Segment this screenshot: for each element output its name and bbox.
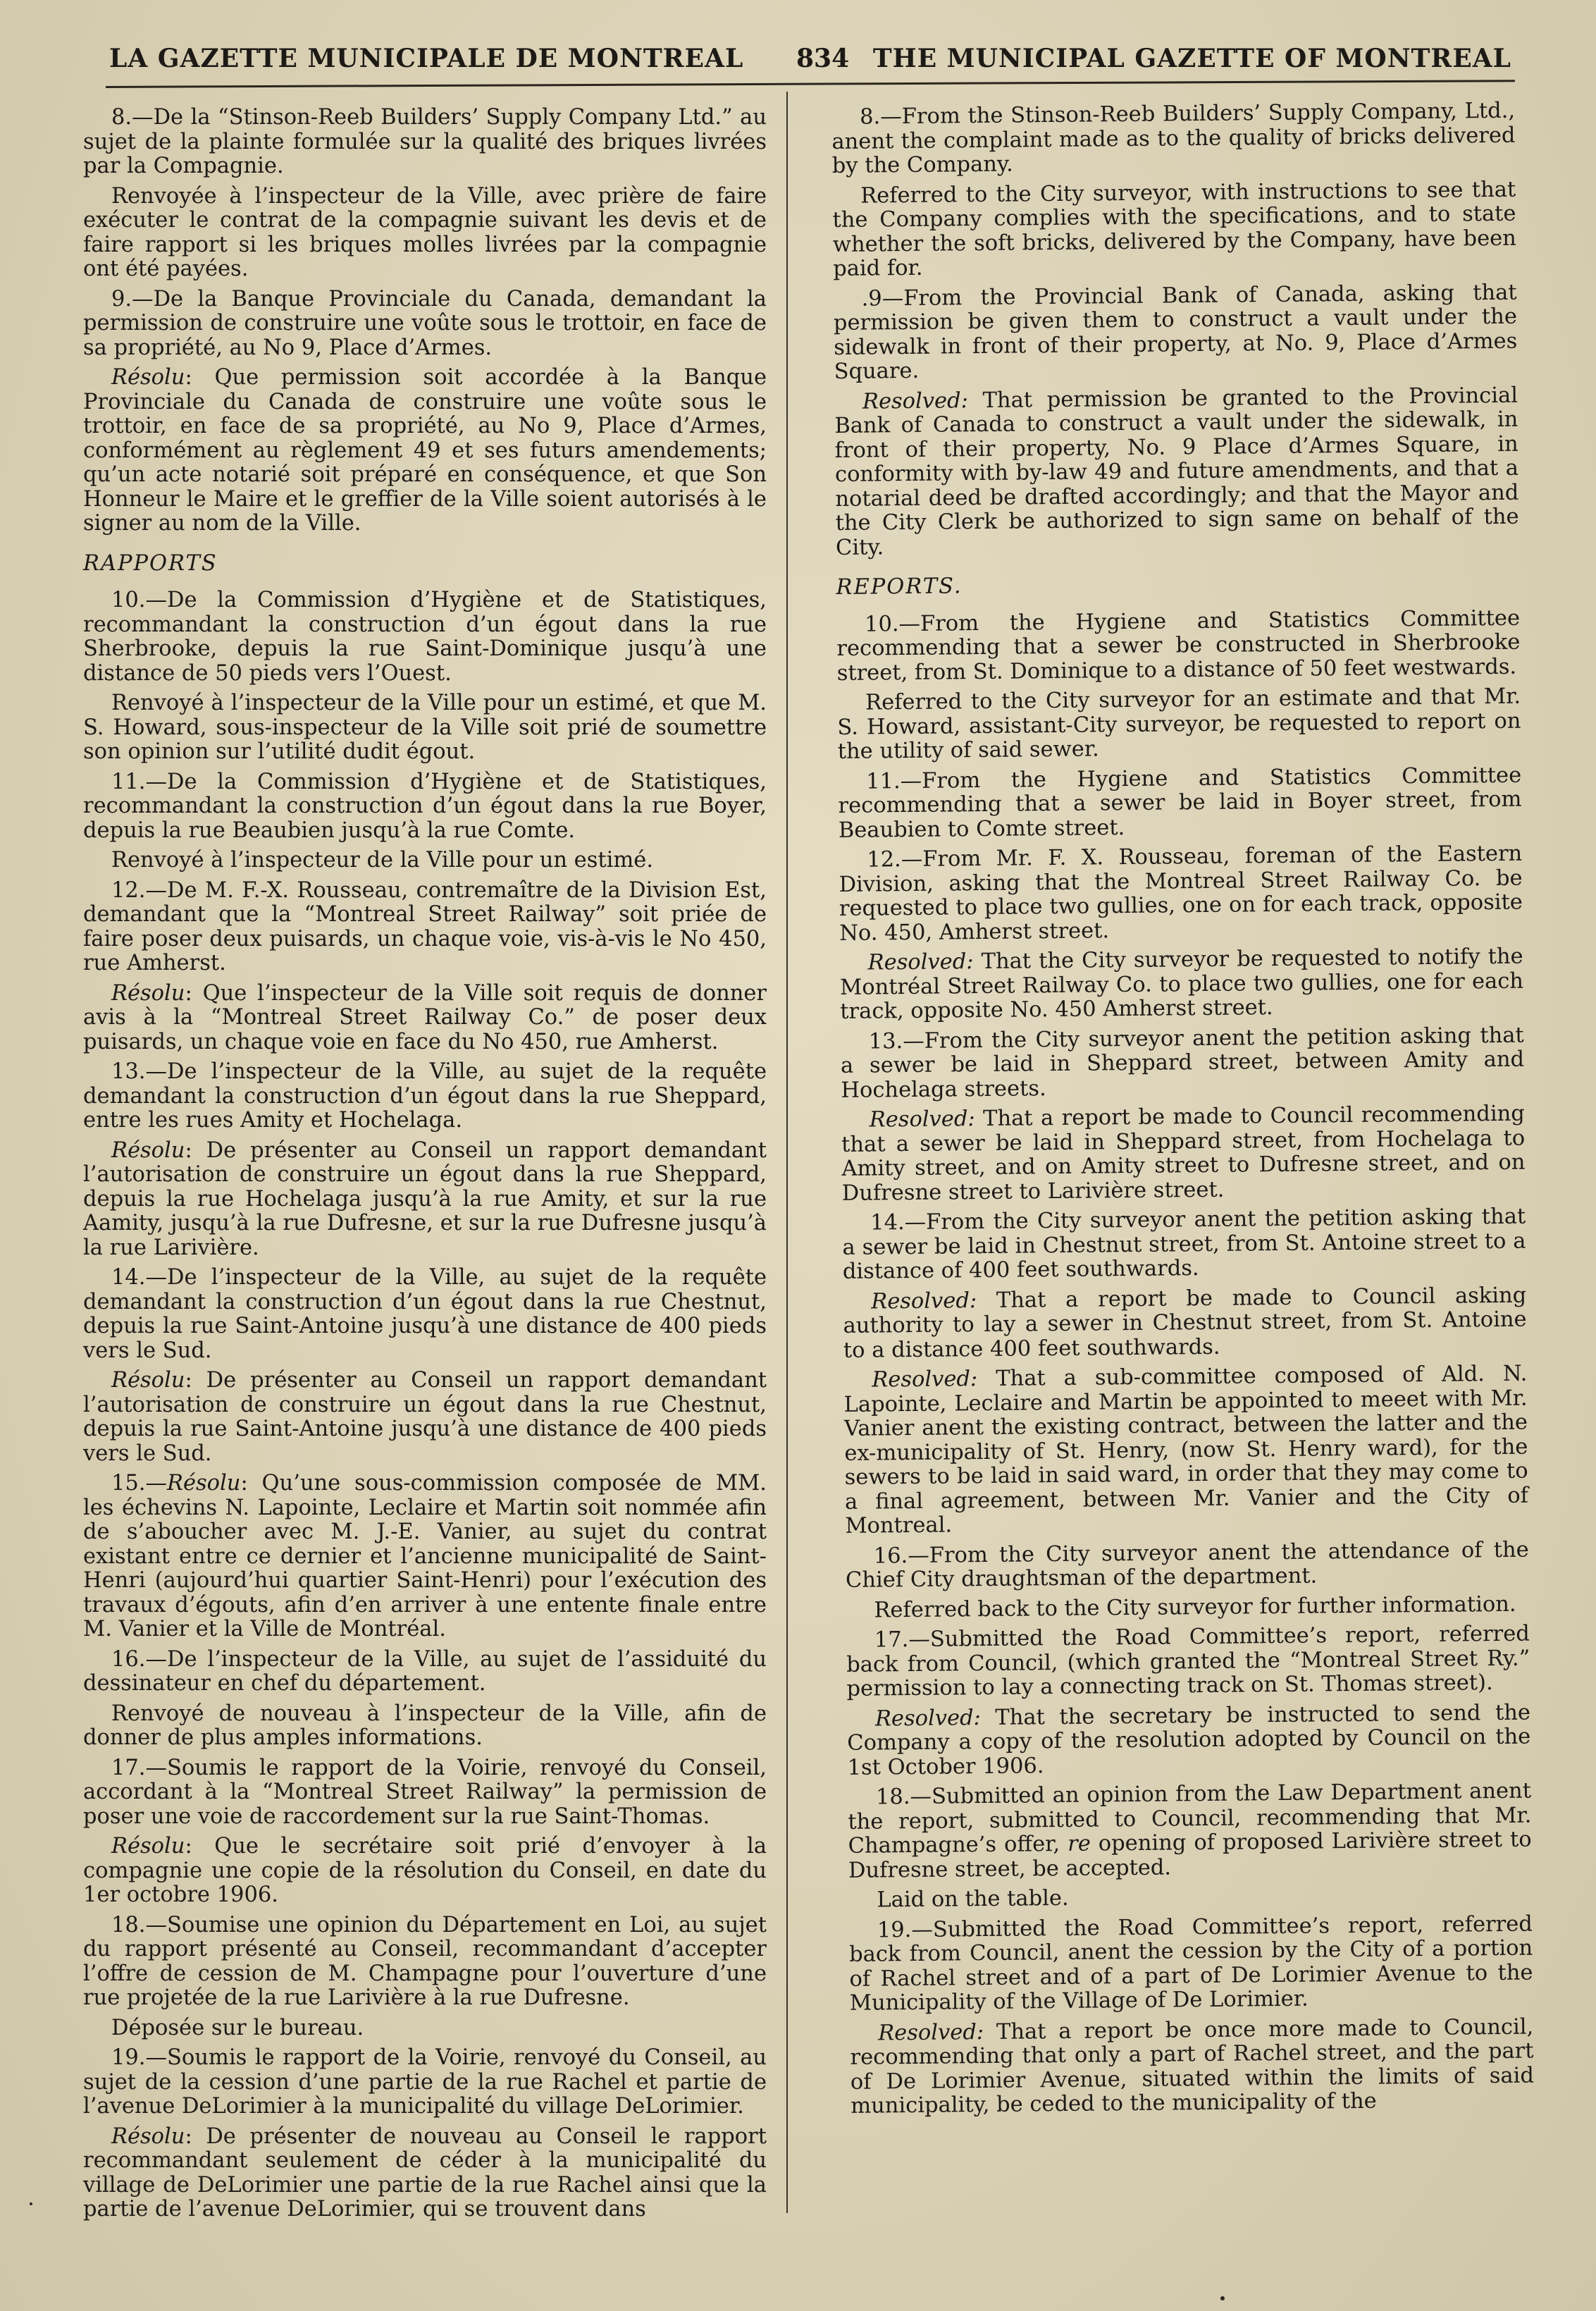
header-rule — [106, 80, 1515, 88]
resolution-label: Résolu — [111, 1834, 185, 1859]
en-item-12-resolution — [840, 945, 1524, 1025]
fr-item-12-resolution — [83, 982, 767, 1055]
fr-item-19: 19.—Soumis le rapport de la Voirie, renvoyé du Conseil, au sujet de la cession d’une partie de la rue Rachel et partie de l’avenue DeLorimier à la municipalité du village DeLorimier. — [83, 2045, 767, 2119]
en-item-13-resolution — [841, 1102, 1526, 1206]
resolution-label: Resolved: — [871, 1288, 977, 1314]
resolution-text: : De présenter de nouveau au Conseil le rapport recommandant seulement de céder à la municipalité du village de DeLorimier une partie de la rue Rachel ainsi que la partie de l’avenue DeLorimier, qui se trouvent dans — [83, 2124, 767, 2221]
resolution-label: Resolved: — [878, 2019, 984, 2045]
ink-speck — [30, 2202, 32, 2205]
resolution-text: That the secretary be instructed to send the Company a copy of the resolution adopted by Council on the 1st October 1906. — [847, 1700, 1531, 1780]
fr-item-19-resolution — [83, 2125, 767, 2222]
resolution-label: Résolu — [167, 1471, 241, 1496]
en-item-16: 16.—From the City surveyor anent the attendance of the Chief City draughtsman of the department. — [845, 1537, 1529, 1593]
fr-section-rapports: RAPPORTS — [83, 550, 218, 576]
resolution-label: Resolved: — [869, 1107, 975, 1133]
item-number: 15.— — [111, 1471, 168, 1496]
page-number: 834 — [796, 44, 850, 73]
en-item-15-resolution — [843, 1362, 1528, 1539]
resolution-text: : Que permission soit accordée à la Banque Provinciale du Canada de construire une voûte sous le trottoir, en face de sa propriété, au No 9, Place d’Armes, conformément au règlement 49 et ses futurs amendements; qu’un acte notarié soit préparé en conséquence, et que Son Honneur le Maire et le greffier de la Ville soient autorisés à le signer au nom de la Ville. — [83, 365, 767, 536]
en-item-17: 17.—Submitted the Road Committee’s report, referred back from Council, (which granted the “Montreal Street Ry.” permission to lay a connecting track on St. Thomas street). — [846, 1621, 1530, 1701]
resolution-text: That the City surveyor be requested to notify the Montréal Street Railway Co. to place two gullies, one for each track, opposite No. 450 Amherst street. — [839, 944, 1524, 1024]
resolution-label: Resolved: — [867, 949, 974, 975]
french-title: LA GAZETTE MUNICIPALE DE MONTREAL — [109, 44, 744, 73]
fr-item-17: 17.—Soumis le rapport de la Voirie, renvoyé du Conseil, accordant à la “Montreal Street Railway” la permission de poser une voie de raccordement sur la rue Saint-Thomas. — [83, 1755, 767, 1829]
en-item-10: 10.—From the Hygiene and Statistics Committee recommending that a sewer be constructed in Sherbrooke street, from St. Dominique to a distance of 50 feet westwards. — [836, 605, 1521, 686]
en-item-8-referral: Referred to the City surveyor, with instructions to see that the Company complies with the specifications, and to state whether the soft bricks, delivered by the Company, have been paid for. — [832, 177, 1517, 281]
en-section-reports: REPORTS. — [836, 574, 963, 600]
fr-item-13-resolution — [83, 1139, 767, 1261]
fr-item-13: 13.—De l’inspecteur de la Ville, au sujet de la requête demandant la construction d’un égout dans la rue Sheppard, entre les rues Amity et Hochelaga. — [83, 1059, 767, 1133]
resolution-text: : Que l’inspecteur de la Ville soit requis de donner avis à la “Montreal Street Railway Co.” de poser deux puisards, un chaque voie en face du No 450, rue Amherst. — [83, 980, 767, 1054]
resolution-text: That a report be made to Council recommending that a sewer be laid in Sheppard street, from Hochelaga to Amity street, and on Amity street to Dufresne street, and on Dufresne street to Larivière street. — [841, 1101, 1526, 1206]
fr-item-16-referral: Renvoyé de nouveau à l’inspecteur de la Ville, afin de donner de plus amples informations. — [83, 1701, 767, 1750]
resolution-label: Resolved: — [862, 388, 969, 414]
fr-item-10: 10.—De la Commission d’Hygiène et de Statistiques, recommandant la construction d’un égout dans la rue Sherbrooke, depuis la rue Saint-Dominique jusqu’à une distance de 50 pieds vers l’Ouest. — [83, 588, 767, 686]
resolution-text: : Qu’une sous-commission composée de MM. les échevins N. Lapointe, Leclaire et Martin soit nommée afin de s’aboucher avec M. J.-E. Vanier, au sujet du contrat existant entre ce dernier et l’ancienne municipalité de Saint-Henri (aujourd’hui quartier Saint-Henri) pour l’exécution des travaux d’égouts, afin d’en arriver à une entente finale entre M. Vanier et la Ville de Montréal. — [83, 1471, 767, 1641]
en-item-9-resolution — [834, 383, 1519, 560]
fr-item-18-decision: Déposée sur le bureau. — [111, 2015, 364, 2040]
fr-item-8: 8.—De la “Stinson-Reeb Builders’ Supply Company Ltd.” au sujet de la plainte formulée sur la qualité des briques livrées par la Compagnie. — [83, 105, 767, 178]
item-text: opening of proposed Larivière street to Dufresne street, be accepted. — [848, 1827, 1532, 1883]
page-header — [109, 44, 1511, 80]
ink-speck — [1220, 2296, 1225, 2300]
fr-item-9-resolution — [83, 366, 767, 536]
resolution-label: Résolu — [111, 365, 185, 390]
fr-item-8-referral: Renvoyée à l’inspecteur de la Ville, avec prière de faire exécuter le contrat de la compagnie suivant les devis et de faire rapport si les briques molles livrées par la compagnie ont été payées. — [83, 183, 767, 281]
en-item-10-referral: Referred to the City surveyor for an estimate and that Mr. S. Howard, assistant-City surveyor, be requested to report on the utility of said sewer. — [837, 684, 1521, 764]
en-item-9: .9—From the Provincial Bank of Canada, asking that permission be given them to construct a vault under the sidewalk in front of their property, at No. 9, Place d’Armes Square. — [833, 280, 1518, 384]
fr-item-12: 12.—De M. F.-X. Rousseau, contremaître de la Division Est, demandant que la “Montreal Street Railway” soit priée de faire poser deux puisards, un chaque voie, vis-à-vis le No 450, rue Amherst. — [83, 877, 767, 975]
resolution-text: : De présenter au Conseil un rapport demandant l’autorisation de construire un égout dans la rue Sheppard, depuis la rue Hochelaga jusqu’à la rue Amity, et sur la rue Aamity, jusqu’à la rue Dufresne, et sur la rue Dufresne jusqu’à la rue Larivière. — [83, 1138, 767, 1260]
fr-item-15-resolution — [83, 1472, 767, 1642]
resolution-text: : Que le secrétaire soit prié d’envoyer à la compagnie une copie de la résolution du Conseil, en date du 1er octobre 1906. — [83, 1834, 767, 1907]
en-item-17-resolution — [847, 1701, 1531, 1780]
french-column — [83, 106, 767, 2228]
column-divider — [786, 92, 788, 2213]
fr-item-14-resolution — [83, 1369, 767, 1466]
resolution-label: Résolu — [111, 980, 185, 1006]
en-item-14: 14.—From the City surveyor anent the petition asking that a sewer be laid in Chestnut street, from St. Antoine street to a distance of 400 feet southwards. — [842, 1204, 1526, 1284]
item-text: 18.—Submitted an opinion from the Law Department anent the report, submitted to Council, recommending that Mr. Champagne’s offer, — [848, 1778, 1532, 1859]
resolution-text: That a sub-committee composed of Ald. N. Lapointe, Leclaire and Martin be appointed to meeet with Mr. Vanier anent the existing contract, between the latter and the ex-municipality of St. Henry, (now St. Henry ward), for the sewers to be laid in said ward, in order that they may come to a final agreement, between Mr. Vanier and the City of Montreal. — [843, 1361, 1529, 1539]
fr-item-10-referral: Renvoyé à l’inspecteur de la Ville pour un estimé, et que M. S. Howard, sous-inspecteur de la Ville soit prié de soumettre son opinion sur l’utilité dudit égout. — [83, 691, 767, 764]
resolution-label: Résolu — [111, 2124, 185, 2149]
fr-item-17-resolution — [83, 1835, 767, 1908]
fr-item-11: 11.—De la Commission d’Hygiène et de Statistiques, recommandant la construction d’un égout dans la rue Boyer, depuis la rue Beaubien jusqu’à la rue Comte. — [83, 769, 767, 843]
re-term: re — [1067, 1831, 1091, 1856]
en-item-11: 11.—From the Hygiene and Statistics Committee recommending that a sewer be laid in Boyer street, from Beaubien to Comte street. — [838, 763, 1522, 843]
resolution-label: Resolved: — [874, 1705, 982, 1732]
en-item-14-resolution — [843, 1283, 1527, 1363]
resolution-label: Resolved: — [872, 1367, 978, 1393]
english-title: THE MUNICIPAL GAZETTE OF MONTREAL — [872, 44, 1511, 73]
resolution-label: Résolu — [111, 1368, 185, 1393]
resolution-text: That a report be once more made to Council, recommending that only a part of Rachel street, and the part of De Lorimier Avenue, situated within the limits of said municipality, be ceded to the municipality of the — [850, 2014, 1535, 2119]
en-item-13: 13.—From the City surveyor anent the petition asking that a sewer be laid in Sheppard street, between Amity and Hochelaga streets. — [840, 1023, 1525, 1103]
fr-item-11-referral: Renvoyé à l’inspecteur de la Ville pour un estimé. — [111, 848, 654, 873]
resolution-text: : De présenter au Conseil un rapport demandant l’autorisation de construire un égout dans la rue Chestnut, depuis la rue Saint-Antoine jusqu’à une distance de 400 pieds vers le Sud. — [83, 1368, 767, 1466]
en-item-8: 8.—From the Stinson-Reeb Builders’ Supply Company, Ltd., anent the complaint made as to the quality of bricks delivered by the Company. — [831, 98, 1516, 178]
resolution-text: That a report be made to Council asking authority to lay a sewer in Chestnut street, from St. Antoine to a distance 400 feet southwards. — [843, 1283, 1527, 1363]
fr-item-16: 16.—De l’inspecteur de la Ville, au sujet de l’assiduité du dessinateur en chef du département. — [83, 1646, 767, 1696]
en-item-18-decision: Laid on the table. — [877, 1885, 1069, 1913]
en-item-12: 12.—From Mr. F. X. Rousseau, foreman of the Eastern Division, asking that the Montreal Street Railway Co. be requested to place two gullies, one on for each track, opposite No. 450, Amherst street. — [839, 841, 1523, 946]
fr-item-9: 9.—De la Banque Provinciale du Canada, demandant la permission de construire une voûte sous le trottoir, en face de sa propriété, au No 9, Place d’Armes. — [83, 286, 767, 360]
en-item-19: 19.—Submitted the Road Committee’s report, referred back from Council, anent the cession by the City of a portion of Rachel street and of a part of De Lorimier Avenue to the Municipality of the Village of De Lorimier. — [849, 1911, 1533, 2016]
resolution-label: Résolu — [111, 1138, 185, 1163]
fr-item-18: 18.—Soumise une opinion du Département en Loi, au sujet du rapport présenté au Conseil, recommandant d’accepter l’offre de cession de M. Champagne pour l’ouverture d’une rue projetée de la rue Larivière à la rue Dufresne. — [83, 1912, 767, 2010]
resolution-text: That permission be granted to the Provincial Bank of Canada to construct a vault under the sidewalk, in front of their property, No. 9 Place d’Armes Square, in conformity with by-law 49 and future amendments, and that a notarial deed be drafted accordingly; and that the Mayor and the City Clerk be authorized to sign same on behalf of the City. — [834, 383, 1519, 560]
en-item-16-referral: Referred back to the City surveyor for further information. — [874, 1591, 1516, 1623]
english-column — [831, 99, 1534, 2125]
en-item-18 — [848, 1780, 1532, 1883]
fr-item-14: 14.—De l’inspecteur de la Ville, au sujet de la requête demandant la construction d’un égout dans la rue Chestnut, depuis la rue Saint-Antoine jusqu’à une distance de 400 pieds vers le Sud. — [83, 1265, 767, 1363]
en-item-19-resolution — [850, 2015, 1534, 2119]
